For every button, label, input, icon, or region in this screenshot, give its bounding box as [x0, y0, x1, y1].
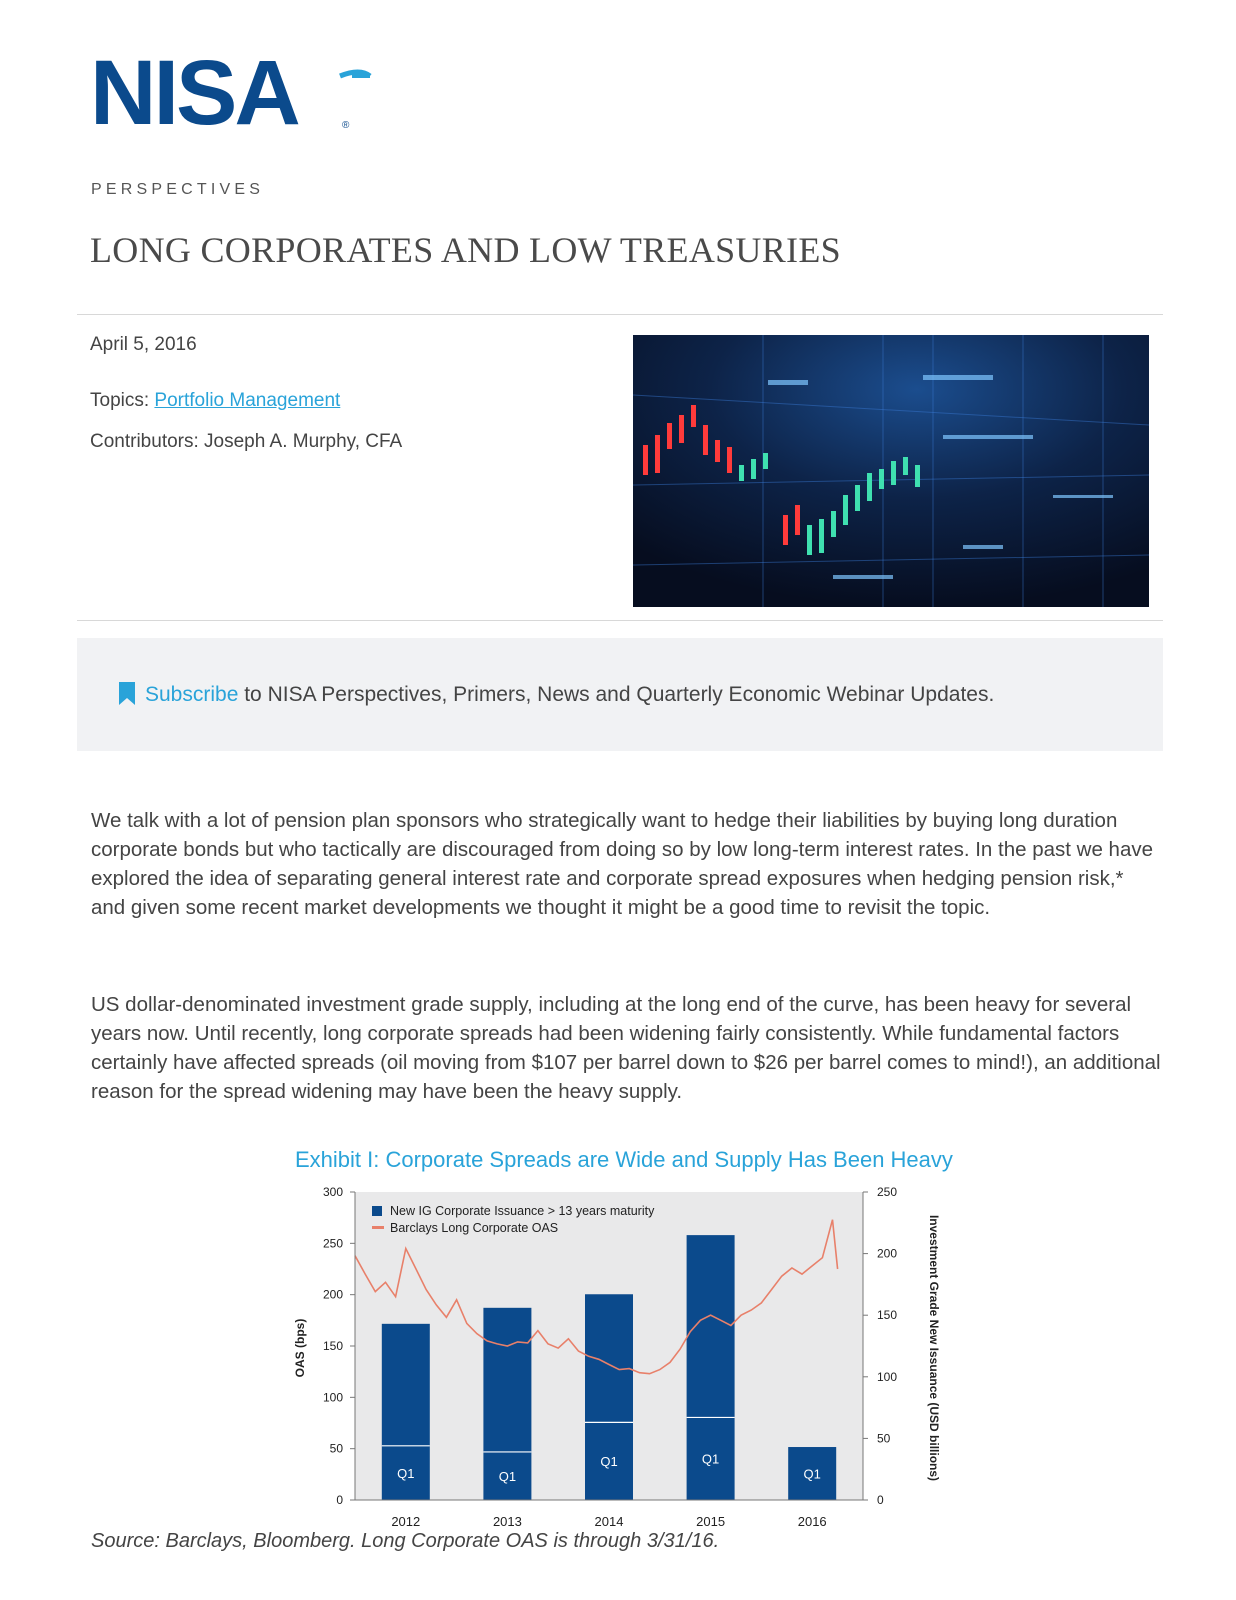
x-tick-label-2015: 2015	[696, 1514, 726, 1529]
y2-tick-label: 0	[877, 1493, 884, 1507]
topics-label: Topics:	[90, 390, 150, 411]
nisa-logo[interactable]	[90, 46, 380, 136]
x-tick-label-2012: 2012	[391, 1514, 421, 1529]
exhibit-source: Source: Barclays, Bloomberg. Long Corporate OAS is through 3/31/16.	[91, 1530, 720, 1552]
y-tick-label: 250	[322, 1236, 343, 1251]
y-tick-label: 100	[322, 1390, 343, 1405]
subscribe-line	[119, 682, 994, 707]
hero-image	[633, 335, 1149, 607]
contributors: Contributors: Joseph A. Murphy, CFA	[90, 431, 403, 452]
divider-bottom	[77, 620, 1163, 621]
y2-tick-label: 100	[877, 1369, 898, 1384]
x-tick-label-2013: 2013	[492, 1514, 522, 1529]
y-axis-label: OAS (bps)	[293, 1318, 307, 1378]
body-paragraph-1: We talk with a lot of pension plan sponsors who strategically want to hedge their liabilities by buying long duration corporate bonds but who tactically are discouraged from doing so by low long-term interest rates. In the past we have explored the idea of separating general interest rate and corporate spread exposures when hedging pension risk,* and given some recent market developments we thought it might be a good time to revisit the topic.	[91, 809, 1154, 919]
bar-q1-label-2016: Q1	[803, 1466, 821, 1482]
bookmark-icon	[119, 682, 135, 705]
subscribe-link[interactable]: Subscribe	[145, 683, 239, 706]
subscribe-text: to NISA Perspectives, Primers, News and Quarterly Economic Webinar Updates.	[238, 683, 995, 706]
y2-tick-label: 200	[877, 1246, 898, 1261]
logo-wordmark: NISA	[90, 46, 298, 136]
legend-label-issuance: New IG Corporate Issuance > 13 years maturity	[390, 1204, 655, 1218]
legend-swatch-issuance	[372, 1206, 382, 1216]
exhibit-title: Exhibit I: Corporate Spreads are Wide and Supply Has Been Heavy	[295, 1147, 953, 1172]
y2-axis-label: Investment Grade New Issuance (USD billions)	[927, 1214, 941, 1482]
exhibit-chart	[290, 1180, 970, 1540]
x-tick-label-2016: 2016	[797, 1514, 827, 1529]
y-tick-label: 150	[322, 1339, 343, 1353]
y2-tick-label: 150	[877, 1308, 898, 1323]
bar-q1-label-2013: Q1	[498, 1468, 517, 1484]
subscribe-banner	[77, 638, 1163, 751]
legend-swatch-oas	[372, 1226, 384, 1229]
divider-top	[77, 314, 1163, 315]
bar-q1-label-2015: Q1	[701, 1451, 720, 1467]
topic-link-portfolio-management[interactable]: Portfolio Management	[154, 390, 341, 411]
bar-q1-label-2014: Q1	[600, 1454, 618, 1470]
registered-mark: ®	[342, 120, 350, 131]
page-title: LONG CORPORATES AND LOW TREASURIES	[90, 230, 841, 270]
legend-label-oas: Barclays Long Corporate OAS	[390, 1221, 559, 1235]
bar-q1-label-2012: Q1	[397, 1465, 415, 1481]
y-tick-label: 200	[322, 1287, 343, 1302]
y-tick-label: 0	[336, 1493, 343, 1507]
publish-date: April 5, 2016	[90, 334, 197, 355]
x-tick-label-2014: 2014	[594, 1514, 624, 1529]
y-tick-label: 300	[322, 1185, 343, 1199]
topics-row	[90, 390, 340, 412]
section-label: PERSPECTIVES	[91, 181, 265, 198]
y2-tick-label: 50	[877, 1431, 891, 1446]
body-paragraph-2: US dollar-denominated investment grade supply, including at the long end of the curve, has been heavy for several years now. Until recently, long corporate spreads had been widening fairly consistently. While fundamental factors certainly have affected spreads (oil moving from $107 per barrel down to $26 per barrel comes to mind!), an additional reason for the spread widening may have been the heavy supply.	[91, 993, 1161, 1103]
y-tick-label: 50	[329, 1441, 343, 1456]
y2-tick-label: 250	[877, 1185, 898, 1199]
